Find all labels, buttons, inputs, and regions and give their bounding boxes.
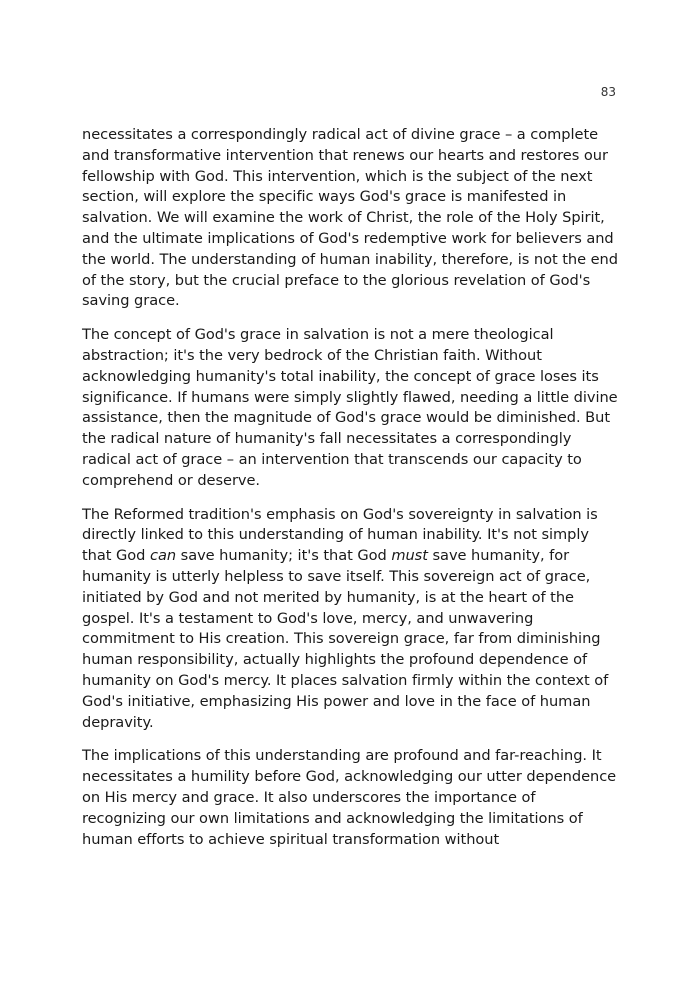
emphasis-must: must: [391, 547, 428, 565]
paragraph-1: necessitates a correspondingly radical act of divine grace – a complete and transformative intervention that renews our hearts and restores our fellowship with God. This intervention, which is the subject of the next section, will explore the specific ways God's grace is manifested in salvation. We will examine the work of Christ, the role of the Holy Spirit, and the ultimate implications of God's redemptive work for believers and the world. The understanding of human inability, therefore, is not the end of the story, but the crucial preface to the glorious revelation of God's saving grace.: [82, 126, 618, 310]
emphasis-can: can: [149, 547, 177, 565]
page-number: 83: [600, 85, 616, 99]
paragraph-3-text-a: The Reformed tradition's emphasis on God's sovereignty in salvation is directly linked to this understanding of human inability. It's not simply that God: [82, 505, 598, 565]
paragraph-3: [82, 505, 622, 734]
paragraph-2: The concept of God's grace in salvation is not a mere theological abstraction; it's the very bedrock of the Christian faith. Without acknowledging humanity's total inability, the concept of grace loses its significance. If humans were simply slightly flawed, needing a little divine assistance, then the magnitude of God's grace would be diminished. But the radical nature of humanity's fall necessitates a correspondingly radical act of grace – an intervention that transcends our capacity to comprehend or deserve.: [82, 326, 618, 489]
paragraph-3-text-c: save humanity, for humanity is utterly helpless to save itself. This sovereign act of grace, initiated by God and not merited by humanity, is at the heart of the gospel. It's a testament to God's love, mercy, and unwavering commitment to His creation. This sovereign grace, far from diminishing human responsibility, actually highlights the profound dependence of humanity on God's mercy. It places salvation firmly within the context of God's initiative, emphasizing His power and love in the face of human depravity.: [82, 547, 609, 731]
body-text: [82, 125, 622, 863]
paragraph-3-text-b: save humanity; it's that God: [176, 547, 392, 565]
paragraph-4: The implications of this understanding are profound and far-reaching. It necessitates a humility before God, acknowledging our utter dependence on His mercy and grace. It also underscores the importance of recognizing our own limitations and acknowledging the limitations of human efforts to achieve spiritual transformation without: [82, 747, 617, 848]
